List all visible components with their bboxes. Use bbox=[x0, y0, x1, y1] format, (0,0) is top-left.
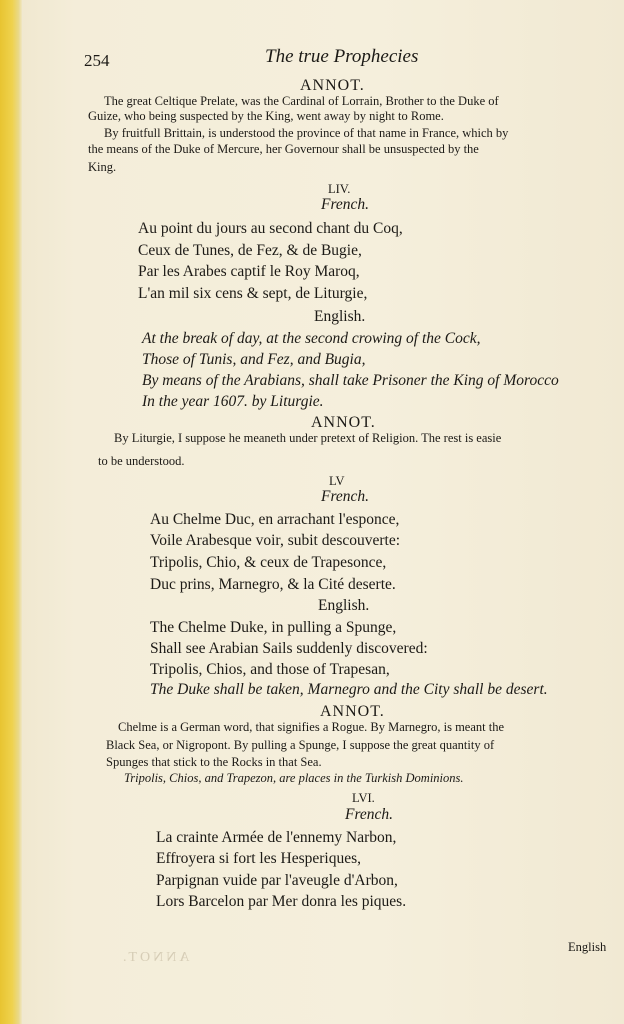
french-verse: Lors Barcelon par Mer donra les piques. bbox=[156, 893, 407, 910]
annot-line: By Liturgie, I suppose he meaneth under pretext of Religion. The rest is easie bbox=[114, 431, 502, 445]
french-verse: Voile Arabesque voir, subit descouverte: bbox=[150, 532, 401, 549]
french-label: French. bbox=[321, 196, 370, 213]
running-title: The true Prophecies bbox=[265, 46, 419, 67]
french-verse: Ceux de Tunes, de Fez, & de Bugie, bbox=[138, 242, 362, 259]
french-verse: Au Chelme Duc, en arrachant l'esponce, bbox=[150, 511, 400, 528]
english-verse: Shall see Arabian Sails suddenly discovered: bbox=[150, 640, 428, 657]
english-verse: In the year 1607. by Liturgie. bbox=[142, 393, 324, 410]
annot-line: Chelme is a German word, that signifies a Rogue. By Marnegro, is meant the bbox=[118, 720, 505, 734]
annot-heading: ANNOT. bbox=[320, 703, 385, 720]
french-verse: Parpignan vuide par l'aveugle d'Arbon, bbox=[156, 872, 398, 889]
english-verse: By means of the Arabians, shall take Prisoner the King of Morocco bbox=[142, 372, 559, 389]
english-verse: The Chelme Duke, in pulling a Spunge, bbox=[150, 619, 397, 636]
quatrain-number: LIV. bbox=[328, 182, 351, 196]
annot-line: Guize, who being suspected by the King, went away by night to Rome. bbox=[88, 109, 444, 123]
french-verse: Effroyera si fort les Hesperiques, bbox=[156, 850, 362, 867]
annot-heading: ANNOT. bbox=[311, 414, 376, 431]
english-verse: Tripolis, Chios, and those of Trapesan, bbox=[150, 661, 390, 678]
annot-heading: ANNOT. bbox=[300, 77, 365, 94]
english-label: English. bbox=[318, 597, 370, 614]
catchword: English bbox=[568, 940, 607, 954]
french-label: French. bbox=[321, 488, 370, 505]
annot-line: King. bbox=[88, 160, 117, 174]
english-verse: At the break of day, at the second crowing of the Cock, bbox=[142, 330, 481, 347]
english-verse: Those of Tunis, and Fez, and Bugia, bbox=[142, 351, 366, 368]
english-verse: The Duke shall be taken, Marnegro and the City shall be desert. bbox=[150, 681, 548, 698]
page-number: 254 bbox=[84, 51, 110, 70]
french-verse: La crainte Armée de l'ennemy Narbon, bbox=[156, 829, 397, 846]
page-edge-yellow bbox=[0, 0, 22, 1024]
french-label: French. bbox=[345, 806, 394, 823]
annot-line: Black Sea, or Nigropont. By pulling a Spunge, I suppose the great quantity of bbox=[106, 738, 495, 752]
annot-line: Spunges that stick to the Rocks in that Sea. bbox=[106, 755, 322, 769]
french-verse: L'an mil six cens & sept, de Liturgie, bbox=[138, 285, 368, 302]
quatrain-number: LVI. bbox=[352, 791, 375, 805]
annot-line: The great Celtique Prelate, was the Cardinal of Lorrain, Brother to the Duke of bbox=[104, 94, 499, 108]
english-label: English. bbox=[314, 308, 366, 325]
french-verse: Au point du jours au second chant du Coq, bbox=[138, 220, 403, 237]
french-verse: Duc prins, Marnegro, & la Cité deserte. bbox=[150, 576, 396, 593]
annot-line: Tripolis, Chios, and Trapezon, are places in the Turkish Dominions. bbox=[124, 771, 464, 785]
annot-line: to be understood. bbox=[98, 454, 185, 468]
annot-line: By fruitfull Brittain, is understood the province of that name in France, which by bbox=[104, 126, 509, 140]
show-through-text: ANNOT. bbox=[120, 950, 190, 965]
quatrain-number: LV bbox=[329, 474, 345, 488]
french-verse: Par les Arabes captif le Roy Maroq, bbox=[138, 263, 360, 280]
french-verse: Tripolis, Chio, & ceux de Trapesonce, bbox=[150, 554, 387, 571]
annot-line: the means of the Duke of Mercure, her Governour shall be unsuspected by the bbox=[88, 142, 479, 156]
